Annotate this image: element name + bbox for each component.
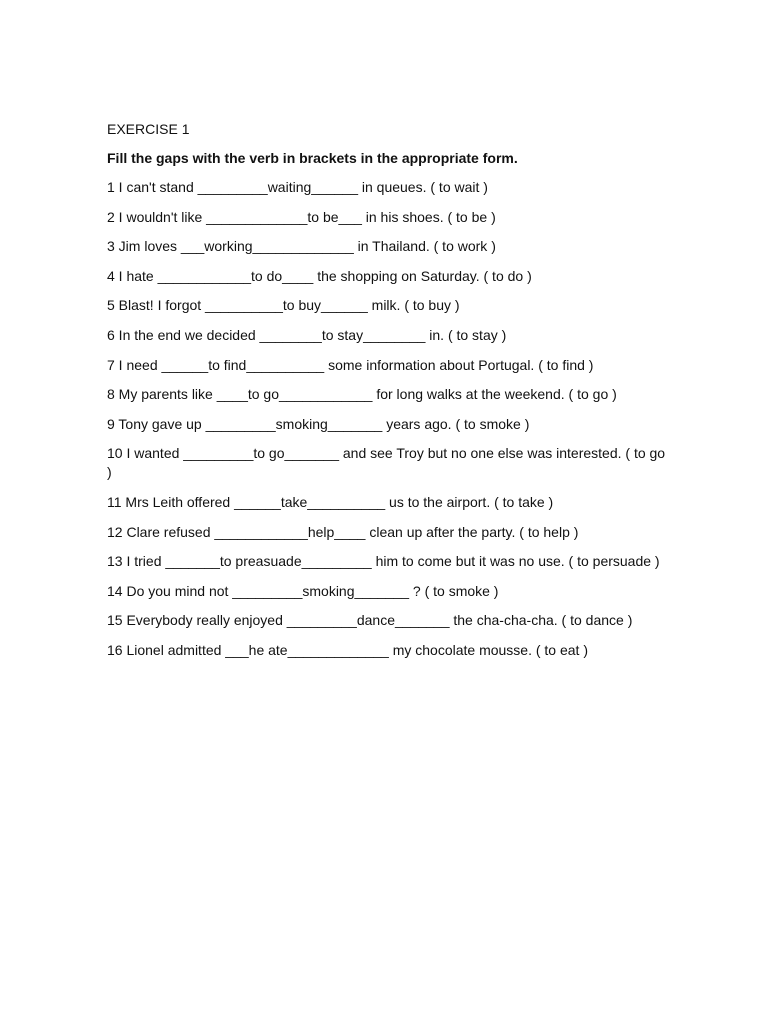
exercise-item-14: 14 Do you mind not _________smoking_______ ? ( to smoke )	[107, 582, 499, 599]
exercise-instructions: Fill the gaps with the verb in brackets in the appropriate form.	[107, 150, 518, 166]
exercise-item-16: 16 Lionel admitted ___he ate_____________ my chocolate mousse. ( to eat )	[107, 641, 588, 658]
exercise-item-6: 6 In the end we decided ________to stay________ in. ( to stay )	[107, 326, 507, 343]
exercise-item-2: 2 I wouldn't like _____________to be___ in his shoes. ( to be )	[107, 208, 496, 225]
exercise-item-5: 5 Blast! I forgot __________to buy______ milk. ( to buy )	[107, 297, 460, 314]
exercise-item-3: 3 Jim loves ___working_____________ in Thailand. ( to work )	[107, 238, 496, 255]
exercise-item-9: 9 Tony gave up _________smoking_______ years ago. ( to smoke )	[107, 415, 530, 432]
exercise-item-12: 12 Clare refused ____________help____ clean up after the party. ( to help )	[107, 523, 579, 540]
exercise-content	[107, 120, 667, 671]
exercise-item-7: 7 I need ______to find__________ some information about Portugal. ( to find )	[107, 356, 594, 373]
exercise-item-1: 1 I can't stand _________waiting______ in queues. ( to wait )	[107, 179, 488, 195]
exercise-item-4: 4 I hate ____________to do____ the shopping on Saturday. ( to do )	[107, 267, 532, 284]
exercise-item-8: 8 My parents like ____to go____________ for long walks at the weekend. ( to go )	[107, 386, 617, 403]
exercise-item-10: 10 I wanted _________to go_______ and see Troy but no one else was interested. ( to go )	[107, 445, 666, 481]
exercise-item-11: 11 Mrs Leith offered ______take__________ us to the airport. ( to take )	[107, 493, 554, 510]
exercise-item-15: 15 Everybody really enjoyed _________dance_______ the cha-cha-cha. ( to dance )	[107, 612, 633, 629]
exercise-item-13: 13 I tried _______to preasuade_________ him to come but it was no use. ( to persuade )	[107, 553, 660, 570]
exercise-title: EXERCISE 1	[107, 121, 190, 137]
